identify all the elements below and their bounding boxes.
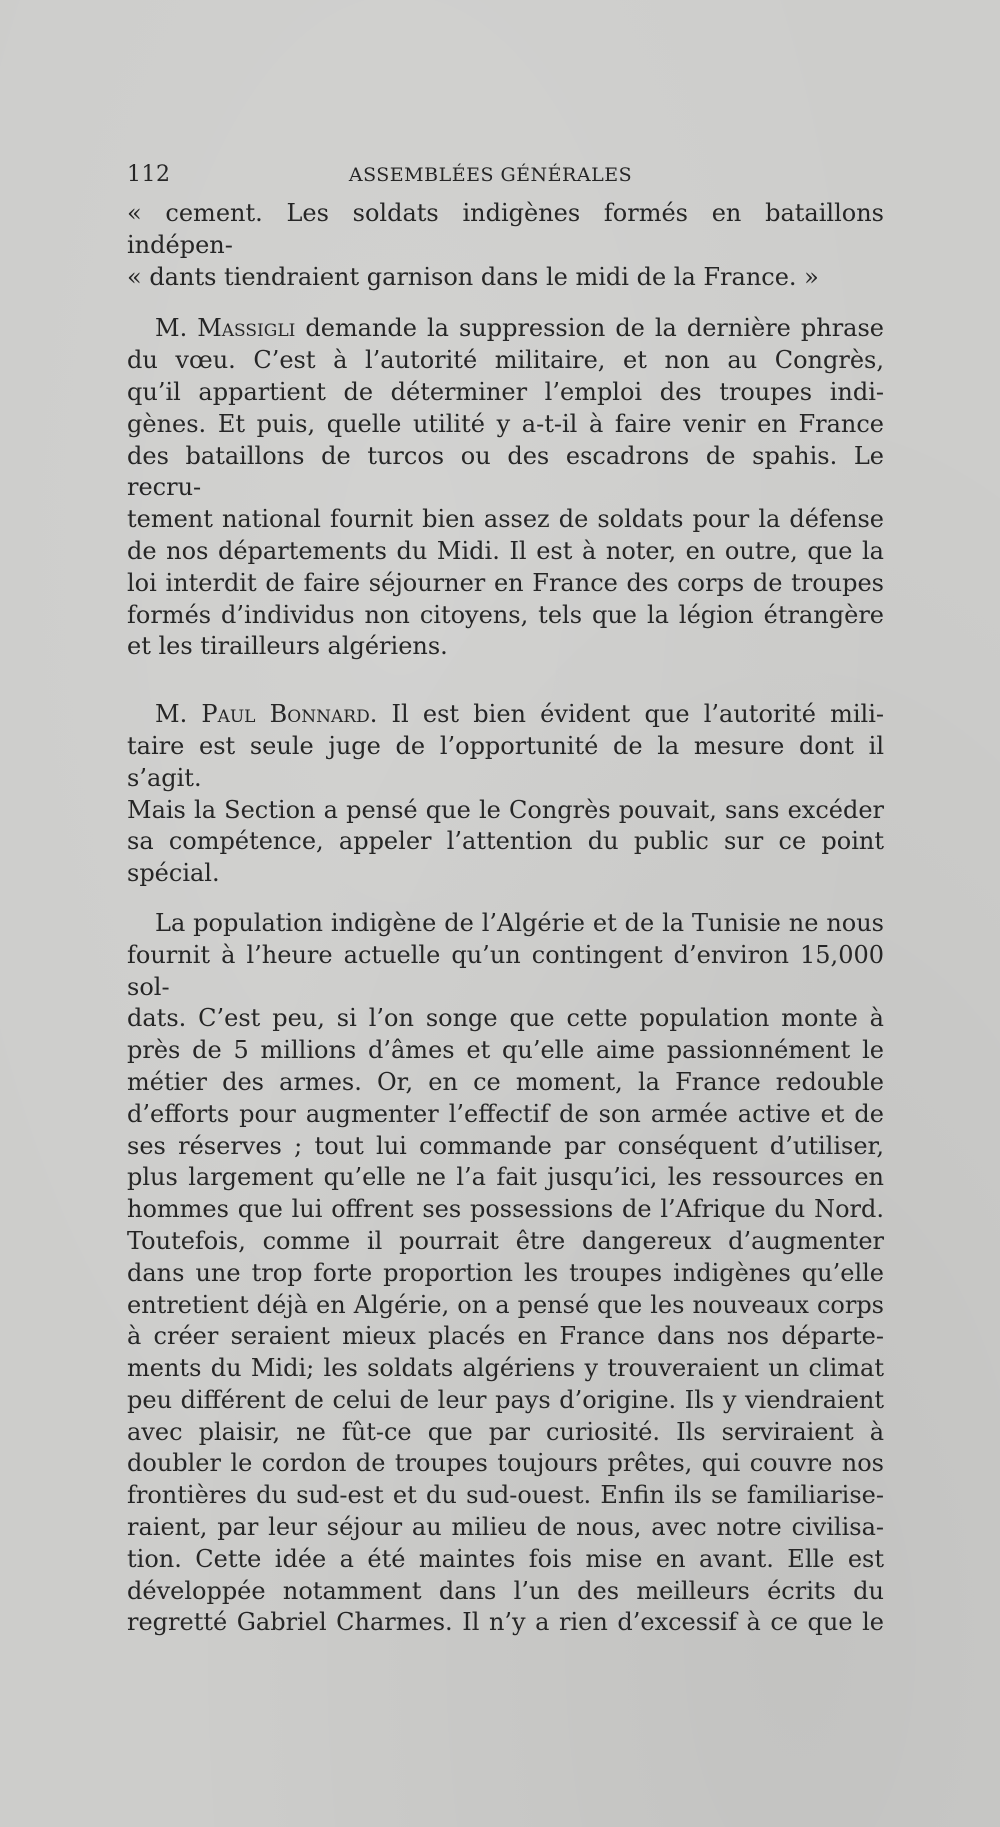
text-line: La population indigène de l’Algérie et de la Tunisie ne nous bbox=[155, 908, 884, 937]
bonnard-paragraph bbox=[127, 699, 884, 890]
text-line: métier des armes. Or, en ce moment, la France redouble bbox=[127, 1067, 884, 1096]
text-line: d’efforts pour augmenter l’effectif de son armée active et de bbox=[127, 1099, 884, 1128]
line-rest: . Il est bien évident que l’autorité mili- bbox=[369, 700, 884, 729]
text-line: hommes que lui offrent ses possessions de l’Afrique du Nord. bbox=[127, 1195, 884, 1224]
text-line: ses réserves ; tout lui commande par conséquent d’utiliser, bbox=[127, 1131, 884, 1160]
text-line: Toutefois, comme il pourrait être dangereux d’augmenter bbox=[127, 1226, 884, 1255]
text-line: tion. Cette idée a été maintes fois mise en avant. Elle est bbox=[127, 1544, 884, 1573]
speaker-name: Paul Bonnard bbox=[201, 700, 370, 729]
text-line: « cement. Les soldats indigènes formés en bataillons indépen- bbox=[127, 199, 884, 259]
text-line: frontières du sud-est et du sud-ouest. Enfin ils se familiarise- bbox=[127, 1481, 884, 1510]
text-line: fournit à l’heure actuelle qu’un contingent d’environ 15,000 sol- bbox=[127, 940, 884, 1001]
text-line: raient, par leur séjour au milieu de nous, avec notre civilisa- bbox=[127, 1513, 884, 1542]
text-line: ments du Midi; les soldats algériens y trouveraient un climat bbox=[127, 1354, 884, 1383]
text-line bbox=[127, 313, 884, 345]
text-line: regretté Gabriel Charmes. Il n’y a rien d’excessif à ce que le bbox=[127, 1608, 884, 1637]
text-line bbox=[127, 699, 884, 731]
speaker-prefix: M. bbox=[155, 700, 202, 729]
text-line: qu’il appartient de déterminer l’emploi des troupes indi- bbox=[127, 377, 884, 406]
text-line: Mais la Section a pensé que le Congrès pouvait, sans excéder bbox=[127, 795, 884, 824]
text-line: peu différent de celui de leur pays d’origine. Ils y viendraient bbox=[127, 1385, 884, 1414]
text-line: formés d’individus non citoyens, tels que la légion étrangère bbox=[127, 600, 884, 629]
text-line: doubler le cordon de troupes toujours prêtes, qui couvre nos bbox=[127, 1449, 884, 1478]
text-line: gènes. Et puis, quelle utilité y a-t-il à faire venir en France bbox=[127, 409, 884, 438]
running-head bbox=[127, 162, 884, 198]
text-line: à créer seraient mieux placés en France dans nos départe- bbox=[127, 1322, 884, 1351]
text-line: « dants tiendraient garnison dans le midi de la France. » bbox=[127, 262, 819, 291]
text-line: plus largement qu’elle ne l’a fait jusqu’ici, les ressources en bbox=[127, 1163, 884, 1192]
speaker-name: Massigli bbox=[197, 314, 296, 343]
text-line: avec plaisir, ne fût-ce que par curiosité. Ils serviraient à bbox=[127, 1417, 884, 1446]
text-block bbox=[127, 162, 884, 1639]
speaker-prefix: M. bbox=[155, 314, 198, 343]
text-line: loi interdit de faire séjourner en France des corps de troupes bbox=[127, 568, 884, 597]
massigli-paragraph bbox=[127, 313, 884, 663]
text-line: du vœu. C’est à l’autorité militaire, et non au Congrès, bbox=[127, 346, 884, 375]
text-line: tement national fournit bien assez de soldats pour la défense bbox=[127, 505, 884, 534]
quote-end-paragraph bbox=[127, 198, 884, 293]
text-line: dats. C’est peu, si l’on songe que cette population monte à bbox=[127, 1004, 884, 1033]
text-line: des bataillons de turcos ou des escadrons de spahis. Le recru- bbox=[127, 441, 884, 502]
text-line: sa compétence, appeler l’attention du public sur ce point bbox=[127, 827, 884, 856]
text-line: spécial. bbox=[127, 859, 220, 888]
text-line: développée notamment dans l’un des meilleurs écrits du bbox=[127, 1576, 884, 1605]
running-title: ASSEMBLÉES GÉNÉRALES bbox=[348, 164, 633, 186]
text-line: dans une trop forte proportion les troupes indigènes qu’elle bbox=[127, 1258, 884, 1287]
text-line: et les tirailleurs algériens. bbox=[127, 632, 448, 661]
text-line: de nos départements du Midi. Il est à noter, en outre, que la bbox=[127, 536, 884, 565]
line-rest: demande la suppression de la dernière phrase bbox=[295, 314, 884, 343]
text-line: entretient déjà en Algérie, on a pensé que les nouveaux corps bbox=[127, 1290, 884, 1319]
page-number: 112 bbox=[127, 162, 171, 187]
text-line: taire est seule juge de l’opportunité de la mesure dont il s’agit. bbox=[127, 731, 884, 792]
text-line: près de 5 millions d’âmes et qu’elle aime passionnément le bbox=[127, 1036, 884, 1065]
population-paragraph bbox=[127, 908, 884, 1639]
